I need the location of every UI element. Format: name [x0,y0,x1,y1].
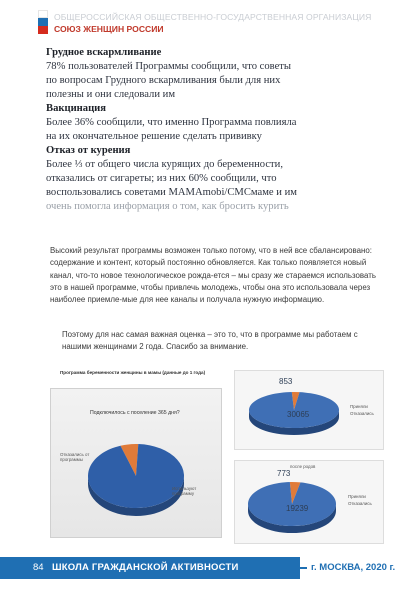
text-line: отказались от сигареты; из них 60% сообщили, что [46,173,277,184]
legend-entry: Приняли [350,404,368,409]
organization-subtitle: СОЮЗ ЖЕНЩИН РОССИИ [54,24,164,34]
section-heading: Отказ от курения [46,145,131,156]
text-line: очень помогла информация о том, как бросить курить [46,201,289,212]
russian-flag-icon [38,10,48,34]
legend-entry: Используют программу [172,486,197,496]
text-line: Более 36% сообщили, что именно Программа повлияла [46,117,297,128]
data-label: 30065 [287,410,310,419]
body-paragraph: Высокий результат программы возможен только потому, что в ней все сбалансировано: содержание и контент, который постоянно обновляется. Как только появляется новый канал, что-то новое технологическое рожда-ется – мы сразу же стараемся использовать это в нашей программе, чтобы привлечь молодежь, чтобы она это использовала через наиболее приемле-мые для нее каналы и получала нужную информацию. [50,246,376,305]
chart-group-title: Программа беременности женщины в мамы (данные до 1 года) [60,370,206,375]
legend-entry: Отказались [350,411,374,416]
data-label: 773 [277,469,291,478]
chart-title: после родов [290,464,316,469]
legend-entry: Приняли [348,494,366,499]
section-heading: Грудное вскармливание [46,47,162,58]
organization-name: ОБЩЕРОССИЙСКАЯ ОБЩЕСТВЕННО-ГОСУДАРСТВЕННАЯ ОРГАНИЗАЦИЯ [54,12,372,22]
body-paragraph: Поэтому для нас самая важная оценка – это то, что в программе мы работаем с нашими женщинами 2 года. Спасибо за внимание. [62,330,358,352]
section-heading: Вакцинация [46,103,107,114]
text-line: 78% пользователей Программы сообщили, что советы [46,61,292,72]
main-pie-chart [50,388,222,538]
page-number: 84 [33,562,44,573]
footer-title: ШКОЛА ГРАЖДАНСКОЙ АКТИВНОСТИ [52,562,239,573]
footer-city-year: г. МОСКВА, 2020 г. [311,562,396,573]
legend-entry: Отказались [348,501,372,506]
text-line: на их окончательное решение сделать прививку [46,131,262,142]
main-chart-title: Подключилось с поселение 365 дня? [90,410,180,416]
text-line: по вопросам Грудного вскармливания были для них [46,75,281,86]
data-label: 853 [279,377,293,386]
text-line: полезны и они следовали им [46,89,176,100]
data-label: 19239 [286,504,309,513]
text-line: воспользовались советами MAMAmobi/CMCмаме и им [46,187,297,198]
scanned-slide [46,46,372,224]
legend-entry: Отказались от программы [60,452,90,462]
footer-divider [300,567,307,569]
text-line: Более ⅓ от общего числа курящих до беременности, [46,159,283,170]
